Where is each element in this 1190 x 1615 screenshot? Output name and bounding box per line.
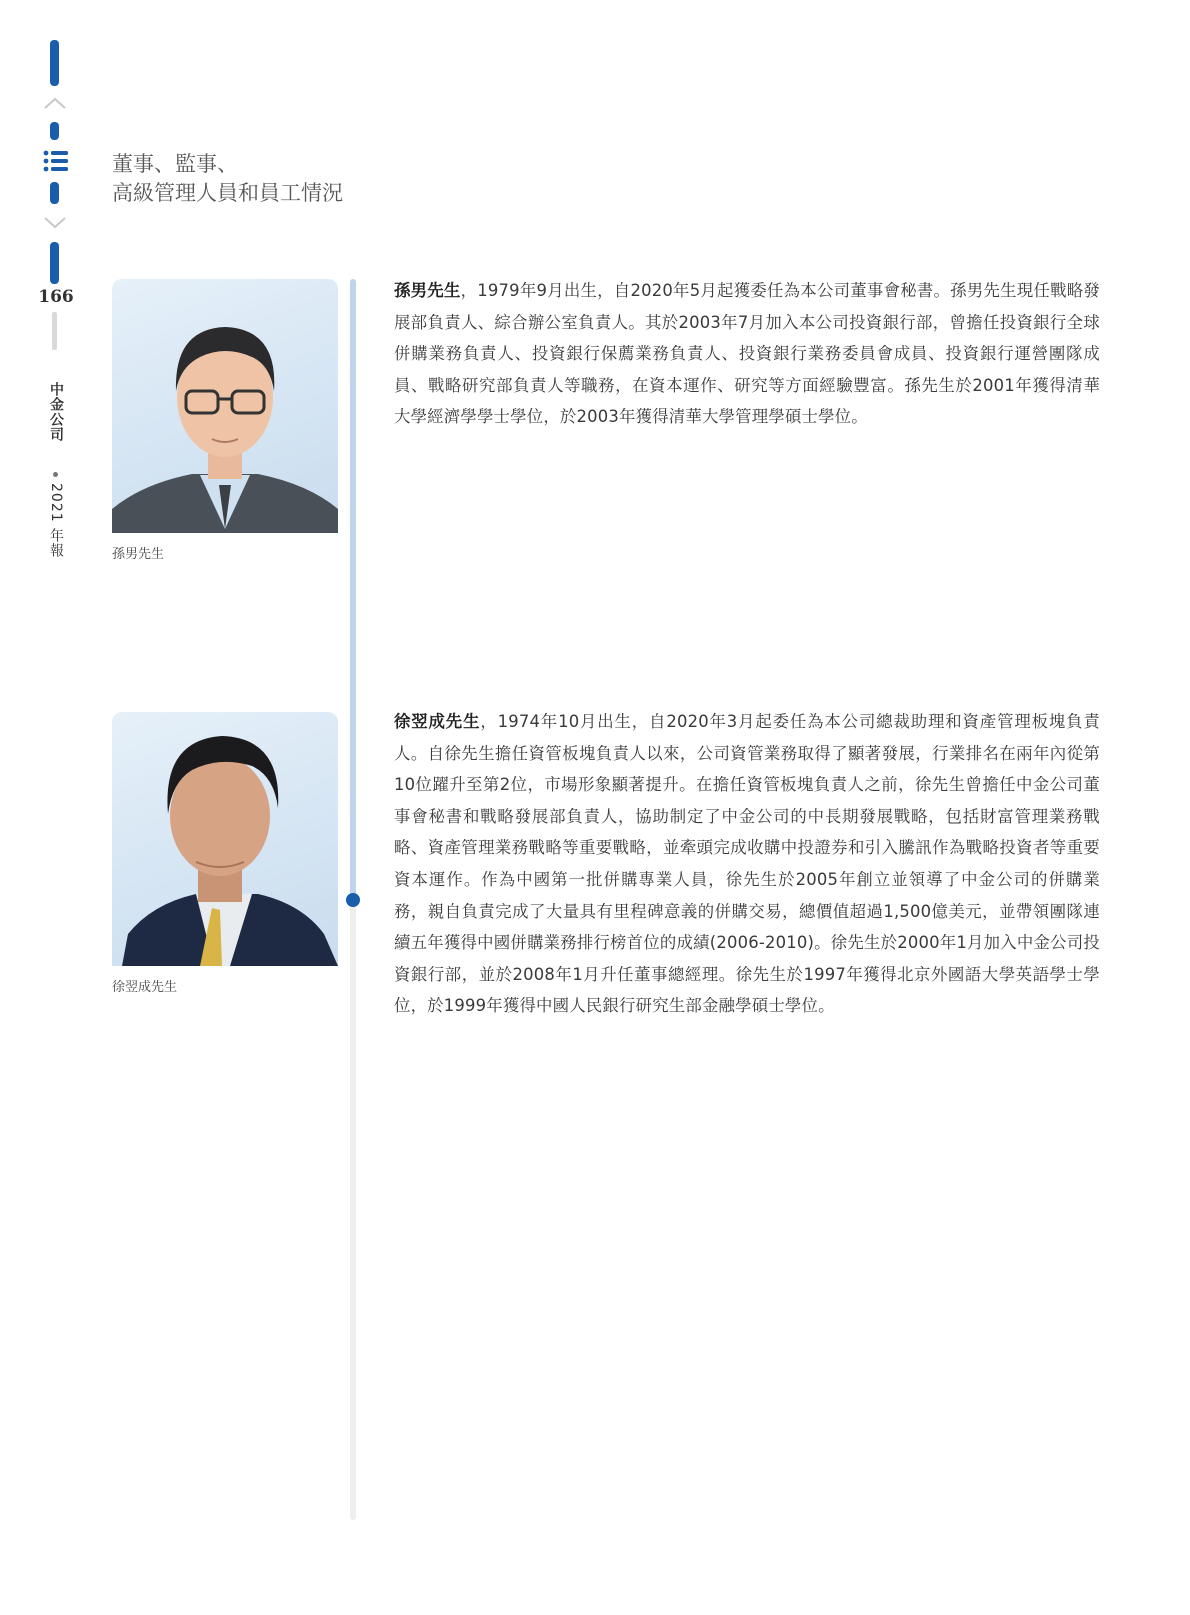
person-photo (112, 712, 338, 966)
rail-bar-upper (50, 122, 59, 140)
person-photo (112, 279, 338, 533)
person-caption: 孫男先生 (112, 547, 165, 562)
rail-bar-top (50, 40, 59, 86)
person-bio (394, 706, 1100, 1022)
person-name: 孫男先生 (394, 281, 461, 300)
person-caption: 徐翌成先生 (112, 980, 178, 995)
brand-label: 中金公司 (48, 382, 64, 442)
section-title-line2: 高級管理人員和員工情況 (112, 181, 343, 205)
page-number: 166 (38, 287, 74, 307)
person-name: 徐翌成先生 (394, 712, 481, 731)
chevron-up-icon[interactable] (43, 96, 67, 110)
timeline-marker (346, 893, 360, 907)
rail-bar-bottom (50, 242, 59, 284)
rail-bar-lower (50, 182, 59, 204)
person-bio (394, 275, 1100, 433)
list-menu-icon[interactable] (43, 150, 69, 172)
chevron-down-icon[interactable] (43, 216, 67, 230)
separator-dot (53, 472, 58, 477)
person-bio-text: ，1974年10月出生，自2020年3月起委任為本公司總裁助理和資產管理板塊負責人。自徐先生擔任資管板塊負責人以來，公司資管業務取得了顯著發展，行業排名在兩年內從第10位躍升至第2位，市場形象顯著提升。在擔任資管板塊負責人之前，徐先生曾擔任中金公司董事會秘書和戰略發展部負責人，協助制定了中金公司的中長期發展戰略，包括財富管理業務戰略、資產管理業務戰略等重要戰略，並牽頭完成收購中投證券和引入騰訊作為戰略投資者等重要資本運作。作為中國第一批併購專業人員，徐先生於2005年創立並領導了中金公司的併購業務，親自負責完成了大量具有里程碑意義的併購交易，總價值超過1,500億美元，並帶領團隊連續五年獲得中國併購業務排行榜首位的成績(2006-2010)。徐先生於2000年1月加入中金公司投資銀行部，並於2008年1月升任董事總經理。徐先生於1997年獲得北京外國語大學英語學士學位，於1999年獲得中國人民銀行研究生部金融學碩士學位。 (394, 712, 1101, 1016)
section-title-line1: 董事、監事、 (112, 152, 238, 176)
report-year: 2021 年報 (48, 483, 64, 559)
rail-divider (52, 312, 57, 350)
person-bio-text: ，1979年9月出生，自2020年5月起獲委任為本公司董事會秘書。孫男先生現任戰略發展部負責人、綜合辦公室負責人。其於2003年7月加入本公司投資銀行部，曾擔任投資銀行全球併購業務負責人、投資銀行保薦業務負責人、投資銀行業務委員會成員、投資銀行運營團隊成員、戰略研究部負責人等職務，在資本運作、研究等方面經驗豐富。孫先生於2001年獲得清華大學經濟學學士學位，於2003年獲得清華大學管理學碩士學位。 (394, 281, 1100, 427)
section-title (112, 150, 343, 208)
timeline-progress (350, 279, 356, 900)
